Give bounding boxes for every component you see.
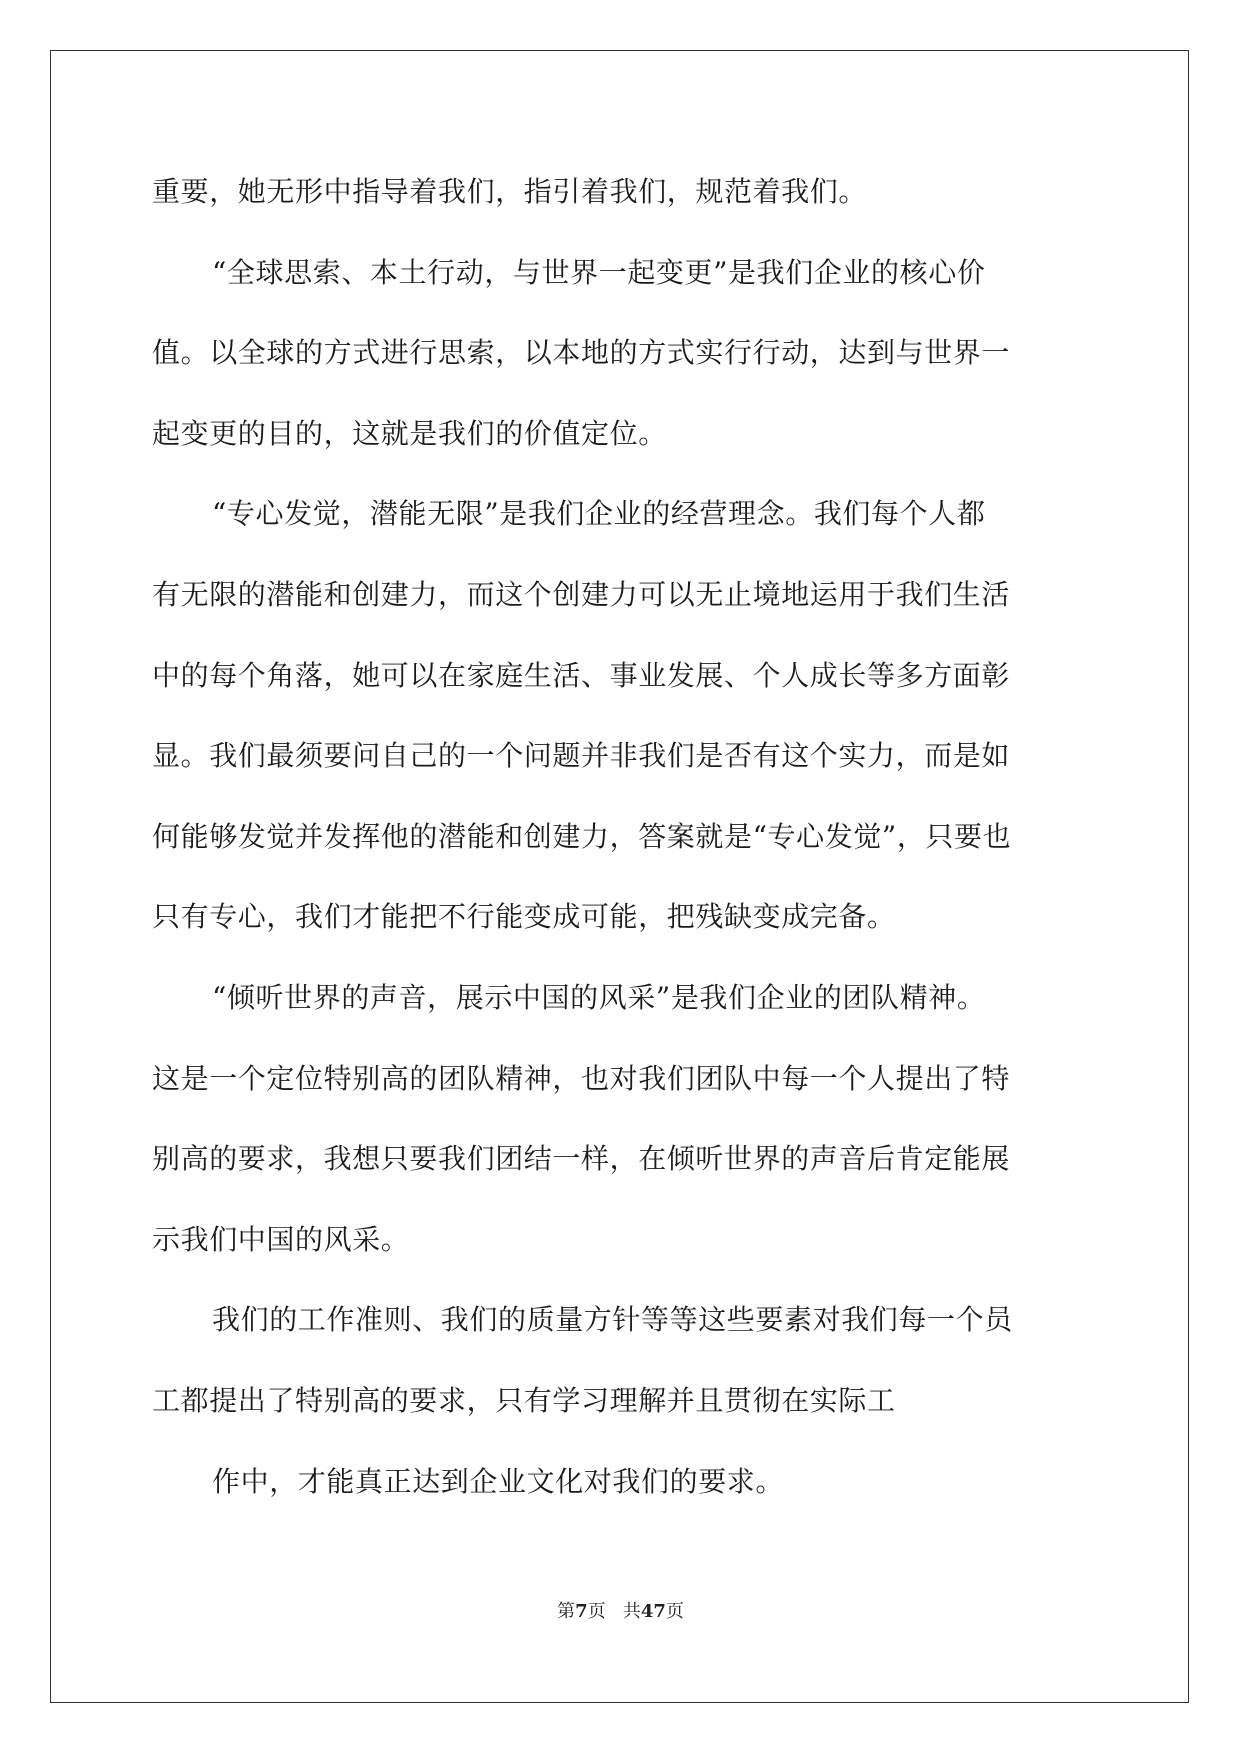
text-line-2: “全球思索、本土行动，与世界一起变更”是我们企业的核心价 (212, 255, 986, 289)
text-line-4: 起变更的目的，这就是我们的价值定位。 (152, 416, 667, 450)
text-line-9: 何能够发觉并发挥他的潜能和创建力，答案就是“专心发觉”，只要也 (152, 819, 1012, 853)
text-line-16: 工都提出了特别高的要求，只有学习理解并且贯彻在实际工 (152, 1383, 896, 1417)
total-suffix: 页 (665, 1601, 684, 1622)
text-line-3: 值。以全球的方式进行思索，以本地的方式实行行动，达到与世界一 (152, 336, 1011, 370)
page-prefix: 第 (557, 1601, 576, 1622)
text-line-11: “倾听世界的声音，展示中国的风采”是我们企业的团队精神。 (212, 980, 986, 1014)
document-body (152, 152, 1090, 1522)
page-number: 7 (575, 1601, 588, 1622)
page-suffix: 页 (587, 1601, 606, 1622)
text-line-15: 我们的工作准则、我们的质量方针等等这些要素对我们每一个员 (212, 1303, 1013, 1337)
text-line-12: 这是一个定位特别高的团队精神，也对我们团队中每一个人提出了特 (152, 1061, 1011, 1095)
text-line-6: 有无限的潜能和创建力，而这个创建力可以无止境地运用于我们生活 (152, 577, 1011, 611)
total-pages: 47 (640, 1601, 666, 1622)
text-line-8: 显。我们最须要问自己的一个问题并非我们是否有这个实力，而是如 (152, 739, 1011, 773)
text-line-5: “专心发觉，潜能无限”是我们企业的经营理念。我们每个人都 (212, 497, 986, 531)
text-line-1: 重要，她无形中指导着我们，指引着我们，规范着我们。 (152, 175, 868, 208)
page-footer (0, 1597, 1241, 1623)
text-line-17: 作中，才能真正达到企业文化对我们的要求。 (212, 1464, 785, 1498)
text-line-14: 示我们中国的风采。 (152, 1222, 410, 1256)
text-line-13: 别高的要求，我想只要我们团结一样，在倾听世界的声音后肯定能展 (152, 1142, 1011, 1176)
text-line-7: 中的每个角落，她可以在家庭生活、事业发展、个人成长等多方面彰 (152, 658, 1011, 692)
total-prefix: 共 (622, 1601, 641, 1622)
text-line-10: 只有专心，我们才能把不行能变成可能，把残缺变成完备。 (152, 900, 896, 934)
